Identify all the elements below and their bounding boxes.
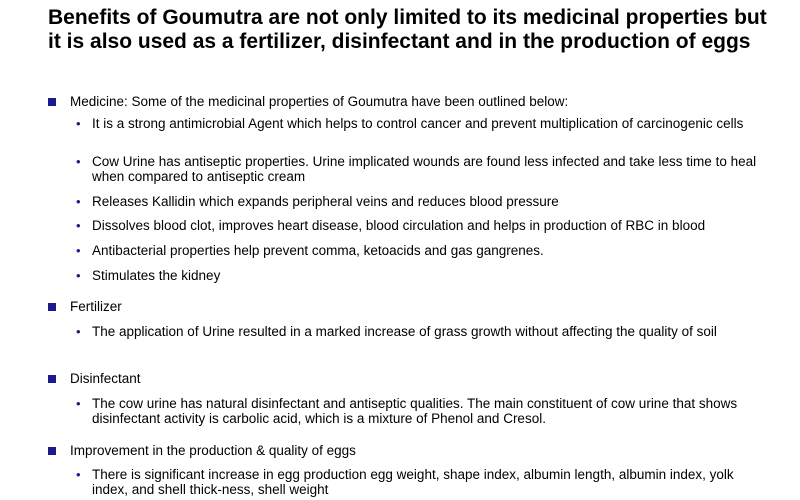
list-item-text: The application of Urine resulted in a marked increase of grass growth without affecting the quality of soil: [92, 324, 717, 339]
bullet-icon: •: [76, 243, 81, 258]
bullet-icon: •: [76, 268, 81, 283]
bullet-icon: •: [76, 218, 81, 233]
section-heading: Disinfectant: [70, 371, 141, 386]
list-item-text: Releases Kallidin which expands peripheral veins and reduces blood pressure: [92, 194, 559, 209]
bullet-icon: •: [76, 396, 81, 411]
slide-title: Benefits of Goumutra are not only limited to its medicinal properties but it is also used as a fertilizer, disinfectant and in the production of eggs: [48, 6, 767, 53]
list-item-text: Antibacterial properties help prevent comma, ketoacids and gas gangrenes.: [92, 243, 544, 258]
section-heading: Improvement in the production & quality of eggs: [70, 443, 356, 458]
bullet-icon: •: [76, 116, 81, 131]
list-item-text: There is significant increase in egg production egg weight, shape index, albumin length, albumin index, yolk index, and shell thick-ness, shell weight: [92, 467, 734, 497]
list-item-text: Stimulates the kidney: [92, 268, 221, 283]
list-item-text: Dissolves blood clot, improves heart disease, blood circulation and helps in production of RBC in blood: [92, 218, 706, 233]
bullet-icon: •: [76, 467, 81, 482]
section-heading: Fertilizer: [70, 299, 122, 314]
square-bullet-icon: [48, 98, 56, 106]
list-item-text: The cow urine has natural disinfectant and antiseptic qualities. The main constituent of cow urine that shows disinfectant activity is carbolic acid, which is a mixture of Phenol and Cresol.: [92, 396, 738, 426]
list-item-text: Cow Urine has antiseptic properties. Urine implicated wounds are found less infected and take less time to heal when compared to antiseptic cream: [92, 154, 757, 184]
bullet-icon: •: [76, 154, 81, 169]
square-bullet-icon: [48, 447, 56, 455]
bullet-icon: •: [76, 194, 81, 209]
section-heading: Medicine: Some of the medicinal properties of Goumutra have been outlined below:: [70, 94, 569, 109]
square-bullet-icon: [48, 375, 56, 383]
bullet-icon: •: [76, 324, 81, 339]
list-item-text: It is a strong antimicrobial Agent which helps to control cancer and prevent multiplication of carcinogenic cells: [92, 116, 744, 131]
square-bullet-icon: [48, 303, 56, 311]
